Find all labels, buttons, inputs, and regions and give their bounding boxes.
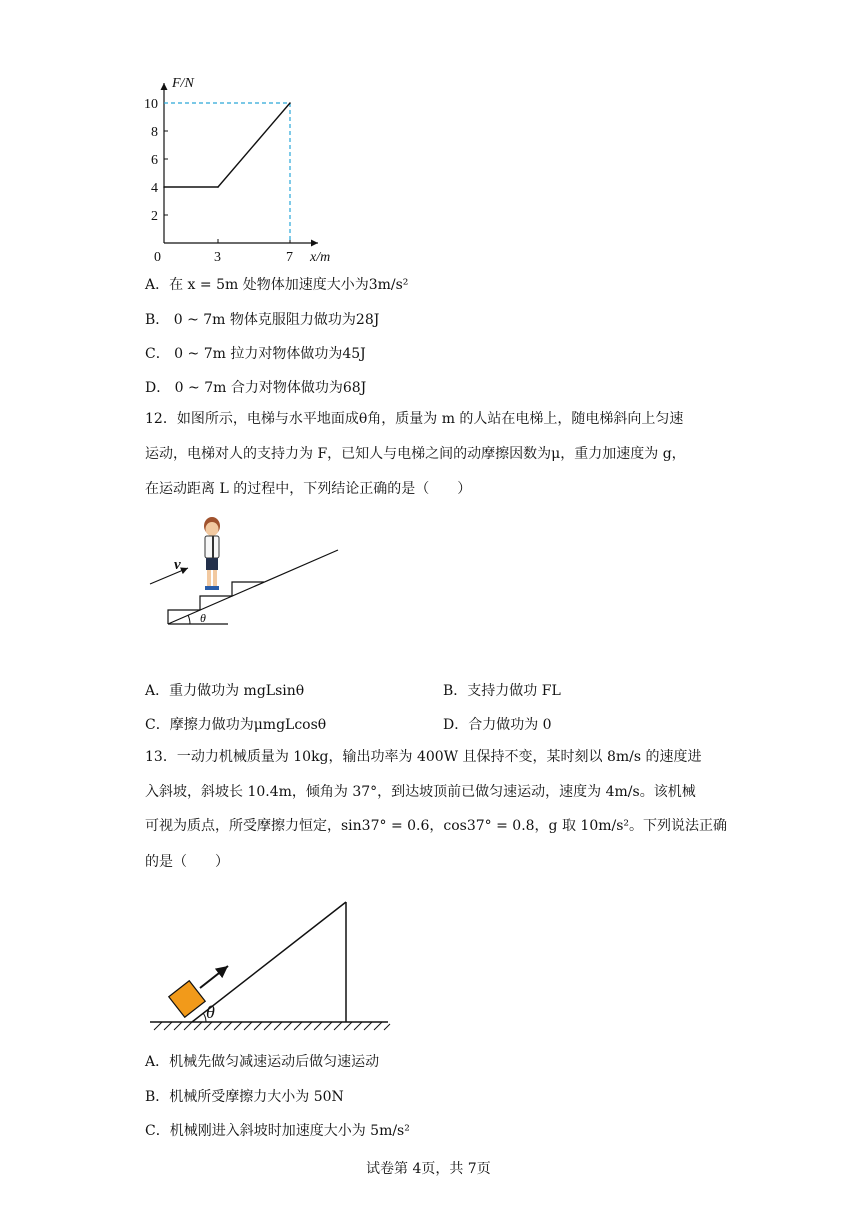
- y-tick-label: 4: [151, 181, 158, 196]
- force-series-line: [164, 103, 290, 187]
- q11-option-c[interactable]: C． 0 ~ 7m 拉力对物体做功为45J: [145, 346, 366, 362]
- slope-angle-label: θ: [206, 1002, 215, 1022]
- q13-stem-line-1: 13．一动力机械质量为 10kg，输出功率为 400W 且保持不变，某时刻以 8m/s 的速度进: [145, 749, 702, 765]
- q13-option-c[interactable]: C．机械刚进入斜坡时加速度大小为 5m/s²: [145, 1123, 410, 1139]
- q12-option-c[interactable]: C．摩擦力做功为μmgLcosθ: [145, 717, 327, 733]
- q13-option-b[interactable]: B．机械所受摩擦力大小为 50N: [145, 1089, 344, 1105]
- y-tick-label: 10: [144, 97, 158, 112]
- q12-stem-line-3: 在运动距离 L 的过程中，下列结论正确的是（ ）: [145, 481, 472, 497]
- escalator-incline: [168, 550, 338, 624]
- x-axis-label: x/m: [310, 250, 331, 265]
- velocity-arrow: [150, 568, 188, 584]
- velocity-label: v: [174, 557, 181, 573]
- x-tick-label: 3: [214, 250, 221, 265]
- q12-stem-line-1: 12．如图所示，电梯与水平地面成θ角，质量为 m 的人站在电梯上，随电梯斜向上匀速: [145, 411, 684, 427]
- data-point: [163, 186, 165, 188]
- q13-stem-line-4: 的是（ ）: [145, 854, 229, 870]
- y-axis-label: F/N: [172, 76, 194, 91]
- data-point: [289, 102, 291, 104]
- angle-arc: [188, 615, 190, 624]
- incline-figure: [140, 890, 400, 1040]
- q13-stem-line-2: 入斜坡，斜坡长 10.4m，倾角为 37°，到达坡顶前已做匀速运动，速度为 4m/s。该机械: [145, 784, 696, 800]
- slope-line: [192, 902, 346, 1022]
- escalator-figure: [140, 512, 350, 632]
- machine-block: [169, 981, 205, 1017]
- ground-hatching: [154, 1022, 390, 1030]
- q12-option-b[interactable]: B．支持力做功 FL: [443, 683, 561, 699]
- q13-option-a[interactable]: A．机械先做匀减速运动后做匀速运动: [145, 1054, 380, 1070]
- q11-option-d[interactable]: D． 0 ~ 7m 合力对物体做功为68J: [145, 380, 367, 396]
- x-tick-label: 7: [286, 250, 293, 265]
- motion-arrow: [200, 966, 228, 988]
- data-point: [217, 186, 219, 188]
- y-tick-label: 6: [151, 153, 158, 168]
- q12-stem-line-2: 运动，电梯对人的支持力为 F，已知人与电梯之间的动摩擦因数为μ，重力加速度为 g，: [145, 446, 686, 462]
- q12-option-a[interactable]: A．重力做功为 mgLsinθ: [145, 683, 305, 699]
- q11-option-a[interactable]: A．在 x = 5m 处物体加速度大小为3m/s²: [145, 277, 409, 293]
- y-tick-label: 8: [151, 125, 158, 140]
- angle-label: θ: [200, 611, 206, 625]
- page-footer: 试卷第 4页，共 7页: [366, 1161, 491, 1177]
- person-on-escalator: [204, 517, 220, 590]
- force-displacement-chart: [140, 62, 340, 270]
- q12-option-d[interactable]: D．合力做功为 0: [443, 717, 552, 733]
- q11-option-b[interactable]: B． 0 ~ 7m 物体克服阻力做功为28J: [145, 312, 380, 328]
- y-tick-label: 2: [151, 209, 158, 224]
- q13-stem-line-3: 可视为质点，所受摩擦力恒定，sin37° = 0.6，cos37° = 0.8，g 取 10m/s²。下列说法正确: [145, 818, 728, 834]
- x-tick-label: 0: [154, 250, 161, 265]
